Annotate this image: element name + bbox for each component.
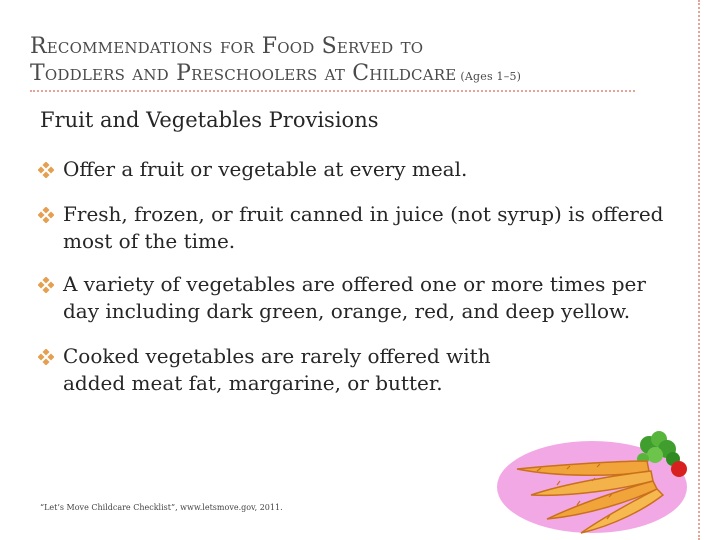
citation-footnote: “Let’s Move Childcare Checklist”, www.letsmove.gov, 2011. <box>40 503 283 512</box>
slide-subtitle: Fruit and Vegetables Provisions <box>40 108 379 132</box>
slide-title <box>30 33 690 90</box>
bullet-text: Fresh, frozen, or fruit canned in juice (not syrup) is offered most of the time. <box>63 202 664 253</box>
bullet-text: Offer a fruit or vegetable at every meal. <box>63 157 468 181</box>
slide-title-ages: (Ages 1–5) <box>460 70 522 83</box>
diamond-bullet-icon <box>38 207 54 223</box>
diamond-bullet-icon <box>38 277 54 293</box>
bullet-item <box>38 201 668 255</box>
bullet-item <box>38 156 668 183</box>
bullet-text: Cooked vegetables are rarely offered with added meat fat, margarine, or butter. <box>63 344 491 395</box>
carrots-illustration <box>497 425 697 537</box>
diamond-bullet-icon <box>38 162 54 178</box>
slide-title-line-2-text: Toddlers and Preschoolers at Childcare <box>30 61 457 86</box>
bullet-item <box>38 343 493 397</box>
radish-shape <box>671 461 687 477</box>
title-divider <box>30 90 635 92</box>
slide-title-line-1: Recommendations for Food Served to <box>30 34 424 59</box>
bullet-item <box>38 271 668 325</box>
slide-title-line-2 <box>30 60 690 90</box>
bullet-list <box>38 156 668 397</box>
bullet-text: A variety of vegetables are offered one or more times per day including dark green, orange, red, and deep yellow. <box>63 272 646 323</box>
diamond-bullet-icon <box>38 349 54 365</box>
decorative-side-rule <box>698 0 700 540</box>
